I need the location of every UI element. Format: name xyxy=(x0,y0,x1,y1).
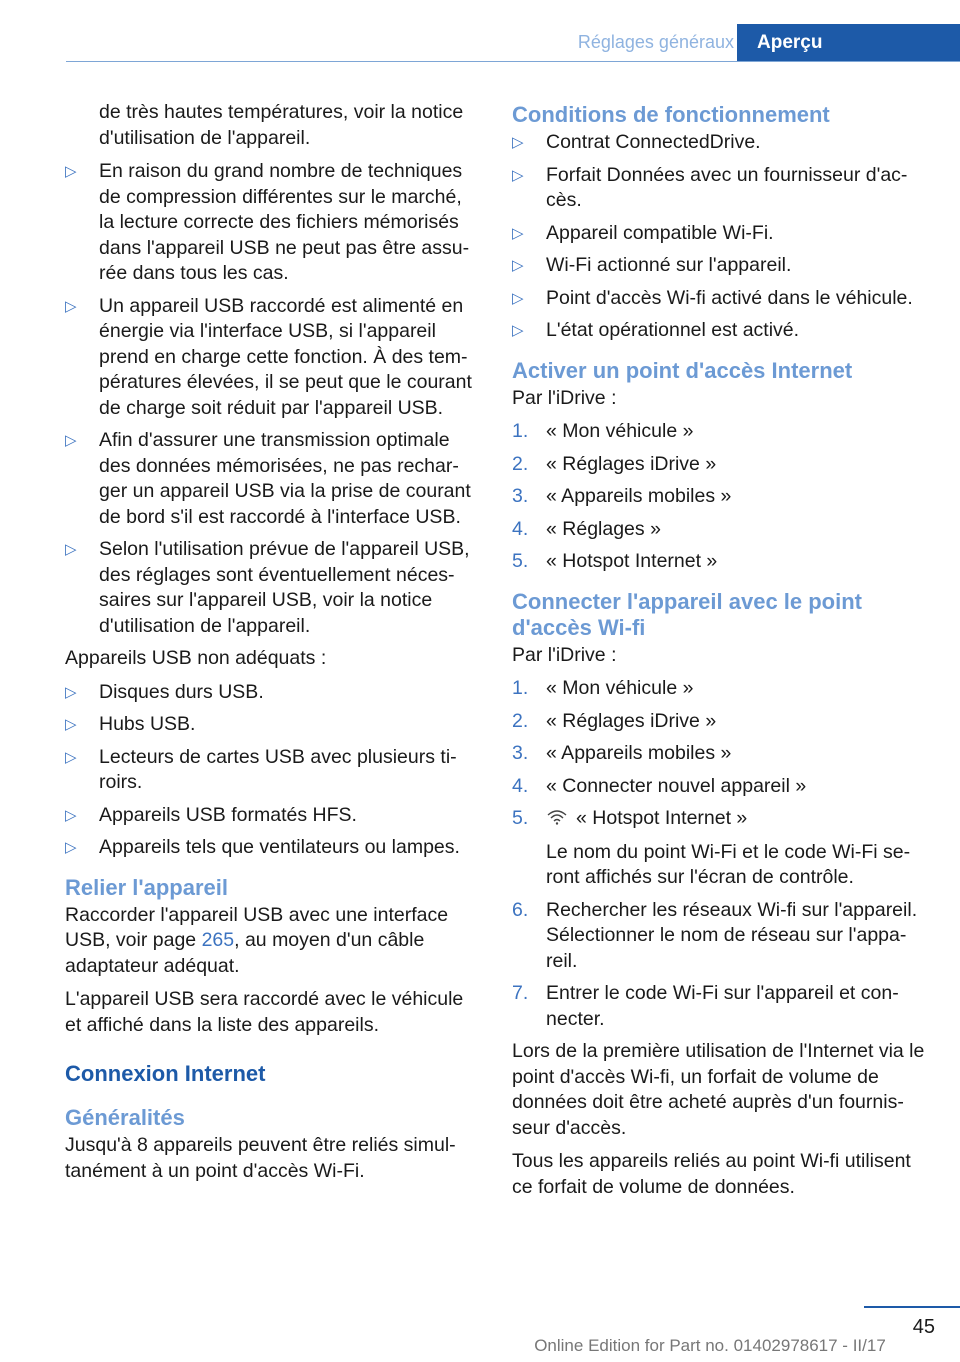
triangle-bullet-icon: ▷ xyxy=(65,748,77,766)
list-item: ▷ Appareils tels que ventilateurs ou lampes. xyxy=(65,835,480,861)
list-item: ▷ L'état opérationnel est activé. xyxy=(512,318,927,344)
continued-paragraph: de très hautes températures, voir la notice d'utilisation de l'appareil. xyxy=(99,101,464,149)
connect-paragraph-1: Raccorder l'appareil USB avec une interface USB, voir page 265, au moyen d'un câble adaptateur adéquat. xyxy=(65,903,449,977)
triangle-bullet-icon: ▷ xyxy=(65,541,77,558)
heading-connect-device: Relier l'appareil xyxy=(65,874,228,900)
final-paragraph-1: Lors de la première utilisation de l'Internet via le point d'accès Wi-fi, un forfait de volume de données doit être acheté auprès d'un fournis-seur d'accès. xyxy=(512,1040,925,1139)
list-item: 5. « Hotspot Internet » Le nom du point Wi-Fi et le code Wi-Fi se-ront affichés sur l'écran de contrôle. xyxy=(512,806,927,891)
list-item: ▷ Lecteurs de cartes USB avec plusieurs ti-roirs. xyxy=(65,745,457,793)
triangle-bullet-icon: ▷ xyxy=(512,289,524,307)
heading-conditions: Conditions de fonctionnement xyxy=(512,102,830,127)
unsuitable-intro: Appareils USB non adéquats : xyxy=(65,647,327,669)
page-link[interactable]: 265 xyxy=(201,929,235,951)
list-item: ▷ Point d'accès Wi-fi activé dans le véhicule. xyxy=(512,286,927,312)
header-rule xyxy=(66,61,960,62)
triangle-bullet-icon: ▷ xyxy=(512,322,524,339)
list-item: ▷ Disques durs USB. xyxy=(65,680,480,706)
list-item: 1. « Mon véhicule » xyxy=(512,677,694,699)
triangle-bullet-icon: ▷ xyxy=(65,839,77,856)
header-section-title: Réglages généraux xyxy=(577,32,734,52)
list-item: ▷ Hubs USB. xyxy=(65,712,480,738)
triangle-bullet-icon: ▷ xyxy=(65,716,77,733)
triangle-bullet-icon: ▷ xyxy=(512,134,524,151)
conditions-list xyxy=(512,130,927,344)
step5-note: Le nom du point Wi-Fi et le code Wi-Fi se-ront affichés sur l'écran de contrôle. xyxy=(546,840,911,888)
wifi-icon xyxy=(546,809,568,825)
connect-paragraph-2: L'appareil USB sera raccordé avec le véhicule et affiché dans la liste des appareils. xyxy=(65,988,464,1036)
page-number: 45 xyxy=(912,1316,935,1338)
header-active-tab: Aperçu xyxy=(737,24,960,61)
final-paragraph-2: Tous les appareils reliés au point Wi-fi utilisent ce forfait de volume de données. xyxy=(512,1150,911,1198)
right-column xyxy=(512,100,927,1208)
triangle-bullet-icon: ▷ xyxy=(512,257,524,274)
triangle-bullet-icon: ▷ xyxy=(512,224,524,242)
list-item: 3. « Appareils mobiles » xyxy=(512,742,732,764)
list-item: 1. « Mon véhicule » xyxy=(512,420,694,442)
list-item: 7. Entrer le code Wi-Fi sur l'appareil et con-necter. xyxy=(512,982,899,1030)
list-item: ▷ Contrat ConnectedDrive. xyxy=(512,130,927,156)
list-item: 4. « Réglages » xyxy=(512,517,661,540)
activate-steps xyxy=(512,419,927,575)
general-paragraph: Jusqu'à 8 appareils peuvent être reliés simul-tanément à un point d'accès Wi-Fi. xyxy=(65,1134,456,1182)
list-item: ▷ Appareils USB formatés HFS. xyxy=(65,803,480,829)
list-item: ▷ Un appareil USB raccordé est alimenté en énergie via l'interface USB, si l'appareil prend en charge cette fonction. À des tem-pératures élevées, il se peut que le courant de charge soit réduit par l'appareil USB. xyxy=(65,294,472,419)
list-item: 5. « Hotspot Internet » xyxy=(512,550,718,572)
list-item: ▷ En raison du grand nombre de techniques de compression différentes sur le marché, la lecture correcte des fichiers mémorisés dans l'appareil USB ne peut pas être assu-rée dans tous les cas. xyxy=(65,160,470,284)
triangle-bullet-icon: ▷ xyxy=(65,297,77,315)
heading-internet-connection: Connexion Internet xyxy=(65,1061,266,1086)
usb-notes-list xyxy=(65,159,480,639)
list-item: 6. Rechercher les réseaux Wi-fi sur l'appareil. Sélectionner le nom de réseau sur l'appa-reil. xyxy=(512,898,918,972)
list-item: ▷ Selon l'utilisation prévue de l'appareil USB, des réglages sont éventuellement néces-saires sur l'appareil USB, voir la notice d'utilisation de l'appareil. xyxy=(65,538,470,637)
list-item: 3. « Appareils mobiles » xyxy=(512,485,732,507)
footer-rule xyxy=(864,1306,960,1308)
triangle-bullet-icon: ▷ xyxy=(65,432,77,449)
triangle-bullet-icon: ▷ xyxy=(512,166,524,184)
activate-intro: Par l'iDrive : xyxy=(512,386,617,409)
triangle-bullet-icon: ▷ xyxy=(65,806,77,824)
edition-footer: Online Edition for Part no. 01402978617 - II/17 xyxy=(534,1336,886,1355)
heading-general: Généralités xyxy=(65,1105,185,1130)
list-item: 2. « Réglages iDrive » xyxy=(512,709,717,732)
list-item: ▷ Wi-Fi actionné sur l'appareil. xyxy=(512,253,927,279)
heading-activate-hotspot: Activer un point d'accès Internet xyxy=(512,357,853,383)
connect-intro: Par l'iDrive : xyxy=(512,643,617,666)
triangle-bullet-icon: ▷ xyxy=(65,683,77,701)
connect-steps xyxy=(512,676,927,1032)
left-column xyxy=(65,100,480,1192)
list-item: 4. « Connecter nouvel appareil » xyxy=(512,774,807,797)
list-item: ▷ Afin d'assurer une transmission optimale des données mémorisées, ne pas rechar-ger un appareil USB via la prise de courant de bord s'il est raccordé à l'interface USB. xyxy=(65,429,471,528)
heading-connect-wifi: Connecter l'appareil avec le point d'accès Wi-fi xyxy=(512,588,863,640)
unsuitable-devices-list xyxy=(65,680,480,861)
list-item: ▷ Forfait Données avec un fournisseur d'ac-cès. xyxy=(512,163,908,211)
list-item: 2. « Réglages iDrive » xyxy=(512,452,717,475)
list-item: ▷ Appareil compatible Wi-Fi. xyxy=(512,221,927,247)
triangle-bullet-icon: ▷ xyxy=(65,163,77,180)
